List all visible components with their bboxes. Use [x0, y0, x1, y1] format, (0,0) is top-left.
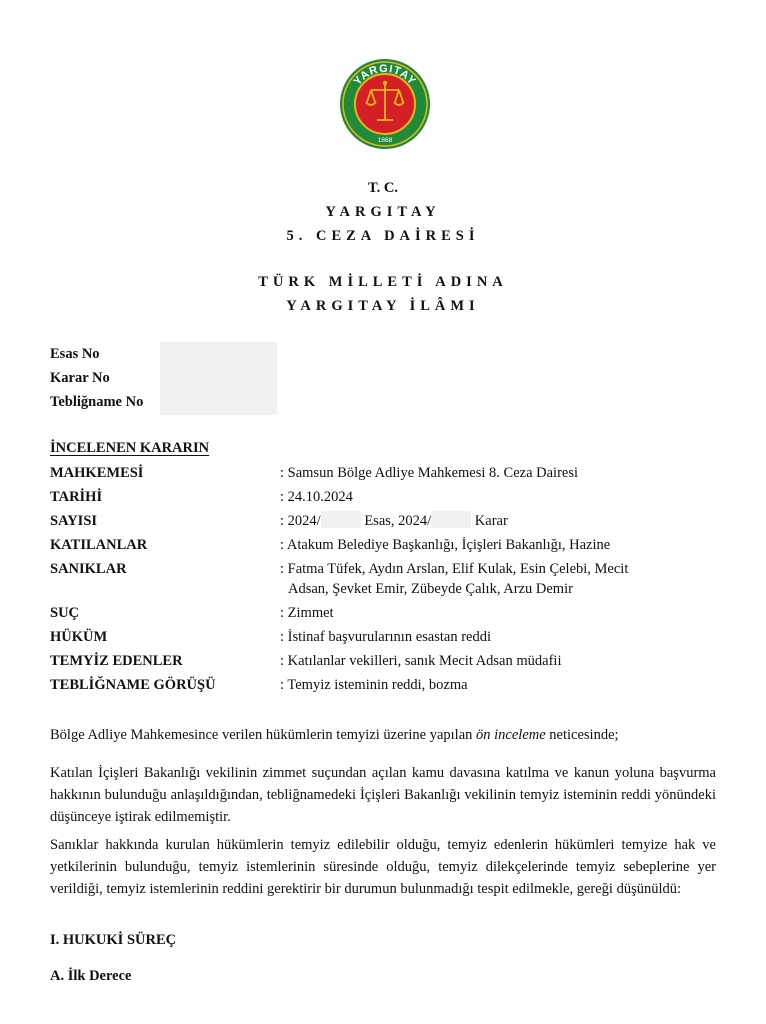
- row-value: : Katılanlar vekilleri, sanık Mecit Adsan müdafii: [280, 653, 562, 669]
- row-value: : Fatma Tüfek, Aydın Arslan, Elif Kulak, Esin Çelebi, Mecit Adsan, Şevket Emir, Zübeyde Çalık, Arzu Demir: [280, 561, 629, 597]
- paragraph-katilan: Katılan İçişleri Bakanlığı vekilinin zimmet suçundan açılan kamu davasına katılma ve kanun yoluna başvurma hakkının bulunduğu anlaşıldığından, tebliğnamedeki İçişleri Bakanlığı vekilinin temyiz isteminin reddi yönündeki düşünceye iştirak edilmemiştir.: [50, 765, 716, 825]
- header-yargitay: YARGITAY: [325, 204, 441, 220]
- esas-no-label: Esas No: [50, 346, 100, 362]
- paragraph-saniklar: Sanıklar hakkında kurulan hükümlerin temyiz edilebilir olduğu, temyiz edenlerin hükümleri temyize hak ve yetkilerinin bulunduğu, temyiz istemlerinin süresinde olduğu, temyiz dilekçelerinde temyiz sebeplerine yer verildiği, temyiz istemlerinin reddini gerektirir bir durumun bulunmadığı tespit edilmekle, gereği düşünüldü:: [50, 837, 716, 897]
- teblig-no-label: Tebliğname No: [50, 394, 144, 410]
- row-label: KATILANLAR: [50, 537, 148, 553]
- header-turk-milleti-adina: TÜRK MİLLETİ ADINA: [258, 274, 508, 290]
- row-value: : 2024/ Esas, 2024/ Karar: [280, 513, 508, 529]
- row-value: : Samsun Bölge Adliye Mahkemesi 8. Ceza Dairesi: [280, 465, 579, 481]
- incelenen-kararin-title: İNCELENEN KARARIN: [50, 440, 210, 456]
- row-label: SANIKLAR: [50, 561, 127, 577]
- row-label: TEMYİZ EDENLER: [50, 653, 183, 669]
- row-label: SAYISI: [50, 513, 98, 529]
- paragraph-on-inceleme: Bölge Adliye Mahkemesince verilen hükümlerin temyizi üzerine yapılan ön inceleme neticesinde;: [50, 727, 619, 743]
- redacted-numbers-box: [160, 342, 277, 415]
- row-label: TEBLİĞNAME GÖRÜŞÜ: [50, 677, 216, 693]
- row-label: SUÇ: [50, 605, 80, 621]
- redacted-karar: [431, 511, 471, 528]
- heading-ilk-derece: A. İlk Derece: [50, 968, 132, 984]
- yargitay-seal-logo: [339, 58, 431, 150]
- row-value: : Zimmet: [280, 605, 334, 621]
- header-daire: 5. CEZA DAİRESİ: [286, 228, 480, 244]
- row-value: : Atakum Belediye Başkanlığı, İçişleri Bakanlığı, Hazine: [280, 537, 611, 553]
- row-value: : Temyiz isteminin reddi, bozma: [280, 677, 468, 693]
- karar-no-label: Karar No: [50, 370, 110, 386]
- svg-text:1868: 1868: [377, 137, 393, 144]
- svg-text:YARGITAY: YARGITAY: [351, 62, 419, 88]
- header-yargitay-ilami: YARGITAY İLÂMI: [286, 298, 480, 314]
- header-tc: T. C.: [368, 180, 398, 196]
- redacted-esas: [321, 511, 361, 528]
- row-label: HÜKÜM: [50, 629, 108, 645]
- row-label: TARİHİ: [50, 489, 103, 505]
- row-value: : İstinaf başvurularının esastan reddi: [280, 629, 491, 645]
- row-value: : 24.10.2024: [280, 489, 353, 505]
- heading-hukuki-surec: I. HUKUKİ SÜREÇ: [50, 932, 177, 948]
- row-label: MAHKEMESİ: [50, 465, 144, 481]
